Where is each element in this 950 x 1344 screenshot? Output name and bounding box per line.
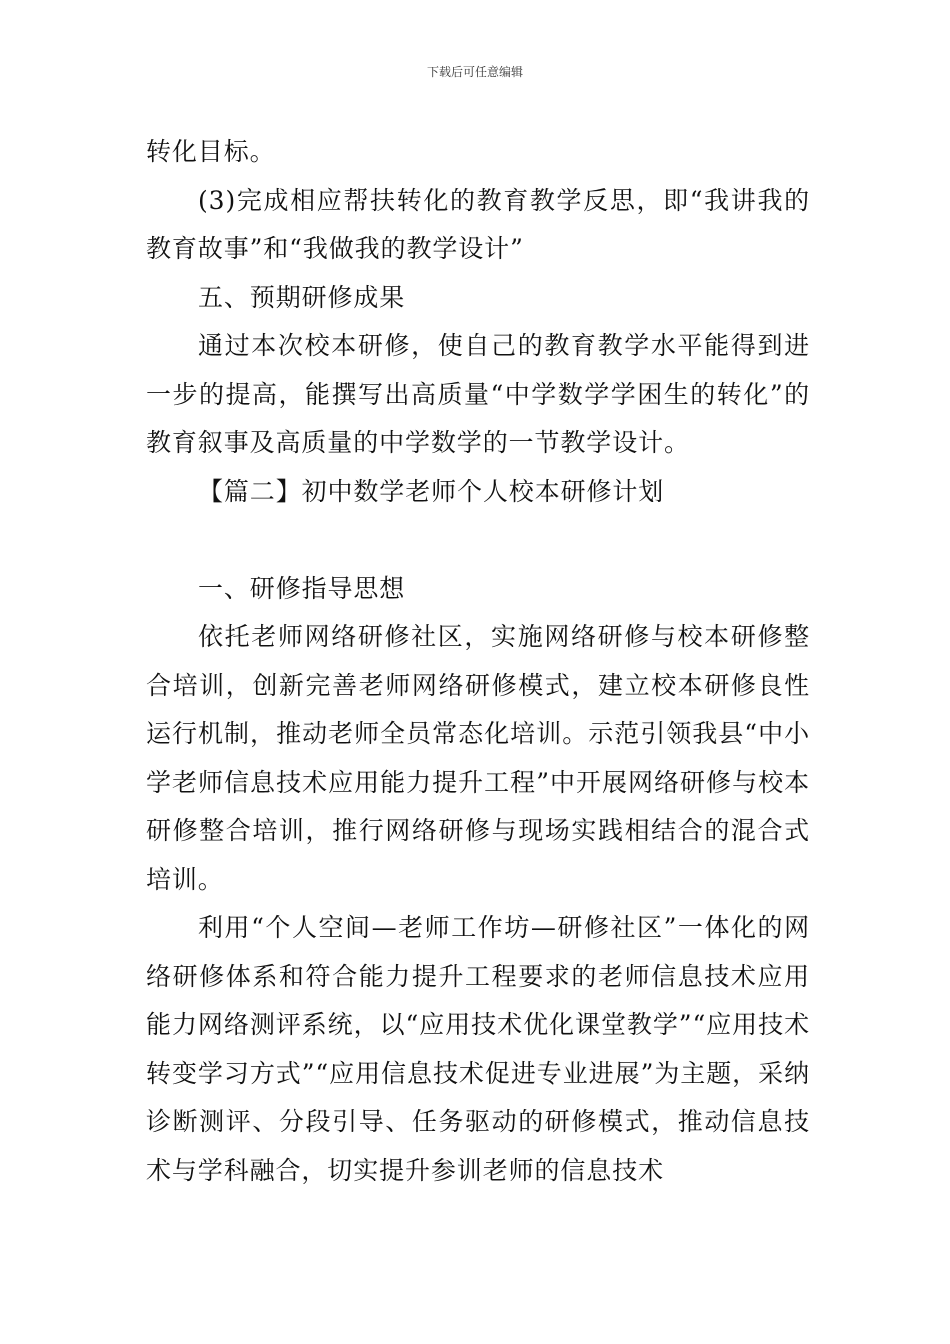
blank-line [146,516,810,565]
paragraph-continuation: 转化目标。 [146,137,276,166]
section-heading-expected-results: 五、预期研修成果 [198,282,406,312]
paragraph-item-3: (3)完成相应帮扶转化的教育教学反思，即“我讲我的教育故事”和“我做我的教学设计” [146,185,810,263]
paragraph-expected-results: 通过本次校本研修，使自己的教育教学水平能得到进一步的提高，能撰写出高质量“中学数学学困生的转化”的教育叙事及高质量的中学数学的一节教学设计。 [146,331,810,457]
paragraph-guiding-ideology-2: 利用“个人空间—老师工作坊—研修社区”一体化的网络研修体系和符合能力提升工程要求的老师信息技术应用能力网络测评系统，以“应用技术优化课堂教学”“应用技术转变学习方式”“应用信息技术促进专业进展”为主题，采纳诊断测评、分段引导、任务驱动的研修模式，推动信息技术与学科融合，切实提升参训老师的信息技术 [146,913,810,1185]
article-title-part-two: 【篇二】初中数学老师个人校本研修计划 [198,476,665,506]
page-header-note: 下载后可任意编辑 [426,65,523,79]
document-body [146,128,810,1195]
section-heading-guiding-ideology: 一、研修指导思想 [198,573,406,603]
paragraph-guiding-ideology-1: 依托老师网络研修社区，实施网络研修与校本研修整合培训，创新完善老师网络研修模式，建立校本研修良性运行机制，推动老师全员常态化培训。示范引领我县“中小学老师信息技术应用能力提升工程”中开展网络研修与校本研修整合培训，推行网络研修与现场实践相结合的混合式培训。 [146,622,810,894]
